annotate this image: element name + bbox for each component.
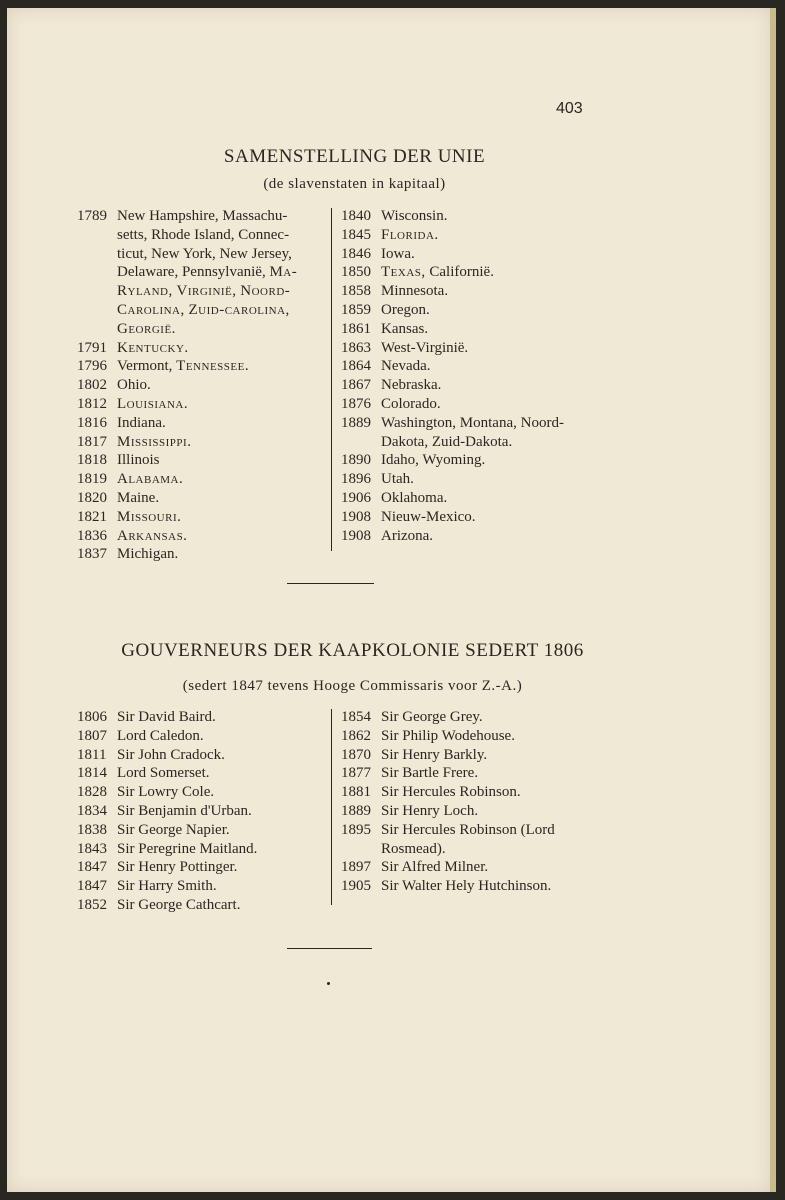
section-separator-rule xyxy=(287,583,374,584)
list-item xyxy=(77,301,327,320)
entry-year: 1789 xyxy=(77,208,107,224)
entry-text: Michigan. xyxy=(117,546,179,563)
entry-year: 1836 xyxy=(77,527,107,544)
list-item xyxy=(77,320,327,339)
list-item xyxy=(77,508,327,527)
entry-text: Indiana. xyxy=(117,414,166,431)
section2-subtitle: (sedert 1847 tevens Hooge Commissaris voor Z.-A.) xyxy=(182,678,523,694)
entry-text: Arkansas. xyxy=(117,527,188,544)
entry-year xyxy=(77,282,117,301)
entry-text: Sir George Grey. xyxy=(381,709,483,725)
list-item xyxy=(77,877,327,896)
list-item xyxy=(341,320,601,339)
entry-year: 1850 xyxy=(341,264,371,281)
list-item xyxy=(77,226,327,245)
list-item xyxy=(341,207,601,226)
entry-text: Iowa. xyxy=(381,245,415,262)
entry-year: 1870 xyxy=(341,746,371,763)
list-item xyxy=(77,245,327,264)
entry-text: Delaware, Pennsylvanië, Ma- xyxy=(117,264,298,281)
entry-year xyxy=(77,226,117,245)
list-item xyxy=(341,339,601,358)
list-item xyxy=(77,470,327,489)
entry-year: 1816 xyxy=(77,414,107,431)
entry-year: 1806 xyxy=(77,709,107,725)
entry-year: 1897 xyxy=(341,859,371,876)
list-item xyxy=(341,727,601,746)
list-item xyxy=(77,339,327,358)
entry-text: Dakota, Zuid-Dakota. xyxy=(381,433,513,450)
entry-text: Sir Henry Loch. xyxy=(381,802,479,819)
list-item xyxy=(341,840,601,859)
entry-text: Sir Hercules Robinson (Lord xyxy=(381,821,555,838)
entry-text: Vermont, Tennessee. xyxy=(117,358,250,375)
entry-text: Florida. xyxy=(381,226,439,243)
list-item xyxy=(341,376,601,395)
list-item xyxy=(77,282,327,301)
entry-year: 1861 xyxy=(341,320,371,337)
entry-text: Idaho, Wyoming. xyxy=(381,452,486,469)
entry-year xyxy=(77,320,117,339)
entry-text: Sir Philip Wodehouse. xyxy=(381,727,515,744)
list-item xyxy=(341,877,601,896)
section1-title: SAMENSTELLING DER UNIE xyxy=(223,146,486,167)
list-item xyxy=(341,357,601,376)
entry-text: Nieuw-Mexico. xyxy=(381,508,476,525)
entry-year xyxy=(77,245,117,264)
list-item xyxy=(77,263,327,282)
entry-year xyxy=(341,433,381,452)
entry-text: Sir Henry Pottinger. xyxy=(117,859,238,876)
list-item xyxy=(77,858,327,877)
entry-year: 1802 xyxy=(77,377,107,394)
list-item xyxy=(341,395,601,414)
list-item xyxy=(341,527,601,546)
entry-text: Sir George Cathcart. xyxy=(117,896,241,913)
list-item xyxy=(341,489,601,508)
list-item xyxy=(77,821,327,840)
entry-year xyxy=(77,301,117,320)
list-item xyxy=(341,226,601,245)
section1-column-divider xyxy=(331,208,332,551)
entry-year: 1819 xyxy=(77,471,107,488)
entry-text: Sir Alfred Milner. xyxy=(381,859,489,876)
list-item xyxy=(341,433,601,452)
entry-year: 1814 xyxy=(77,765,107,782)
entry-year: 1843 xyxy=(77,840,107,857)
entry-text: Carolina, Zuid-carolina, xyxy=(117,301,290,318)
list-item xyxy=(341,821,601,840)
entry-text: West-Virginië. xyxy=(381,339,469,356)
list-item xyxy=(77,840,327,859)
entry-year: 1862 xyxy=(341,727,371,744)
entry-text: Lord Caledon. xyxy=(117,727,204,744)
entry-text: Sir Harry Smith. xyxy=(117,878,217,895)
list-item xyxy=(77,414,327,433)
list-item xyxy=(77,527,327,546)
entry-text: Kansas. xyxy=(381,320,429,337)
list-item xyxy=(341,414,601,433)
entry-year: 1867 xyxy=(341,377,371,394)
list-item xyxy=(77,746,327,765)
entry-text: Sir Peregrine Maitland. xyxy=(117,840,258,857)
entry-year: 1896 xyxy=(341,471,371,488)
list-item xyxy=(77,708,327,727)
entry-year: 1864 xyxy=(341,358,371,375)
list-item xyxy=(77,896,327,915)
entry-text: Oregon. xyxy=(381,301,430,318)
page-number: 403 xyxy=(556,100,583,117)
entry-year: 1847 xyxy=(77,878,107,895)
list-item xyxy=(77,433,327,452)
entry-text: Mississippi. xyxy=(117,433,192,450)
entry-year: 1858 xyxy=(341,283,371,300)
entry-year: 1906 xyxy=(341,489,371,506)
entry-year: 1846 xyxy=(341,245,371,262)
entry-year: 1834 xyxy=(77,802,107,819)
entry-text: Georgië. xyxy=(117,320,176,337)
entry-year: 1818 xyxy=(77,452,107,469)
list-item xyxy=(77,395,327,414)
section2-left-column xyxy=(77,708,327,915)
entry-text: Sir Lowry Cole. xyxy=(117,784,215,801)
entry-text: Utah. xyxy=(381,471,414,488)
entry-year: 1845 xyxy=(341,226,371,243)
list-item xyxy=(341,263,601,282)
entry-year: 1852 xyxy=(77,896,107,913)
list-item xyxy=(77,545,327,564)
entry-text: Texas, Californië. xyxy=(381,264,494,281)
entry-year: 1838 xyxy=(77,821,107,838)
list-item xyxy=(77,727,327,746)
entry-year: 1817 xyxy=(77,433,107,450)
entry-text: ticut, New York, New Jersey, xyxy=(117,245,292,262)
list-item xyxy=(341,470,601,489)
entry-text: Kentucky. xyxy=(117,339,189,356)
entry-text: Maine. xyxy=(117,489,160,506)
entry-text: Sir Henry Barkly. xyxy=(381,746,488,763)
entry-text: setts, Rhode Island, Connec- xyxy=(117,226,290,243)
entry-year xyxy=(77,263,117,282)
entry-text: Lord Somerset. xyxy=(117,765,210,782)
list-item xyxy=(77,357,327,376)
entry-text: Sir Benjamin d'Urban. xyxy=(117,802,252,819)
entry-year: 1889 xyxy=(341,414,371,431)
entry-year: 1890 xyxy=(341,452,371,469)
list-item xyxy=(77,451,327,470)
list-item xyxy=(77,802,327,821)
list-item xyxy=(77,489,327,508)
entry-year: 1889 xyxy=(341,802,371,819)
entry-text: Sir Walter Hely Hutchinson. xyxy=(381,878,552,895)
entry-text: Illinois xyxy=(117,452,160,469)
entry-year: 1876 xyxy=(341,395,371,412)
entry-text: Alabama. xyxy=(117,471,184,488)
entry-text: Louisiana. xyxy=(117,395,189,412)
entry-text: Washington, Montana, Noord- xyxy=(381,414,564,431)
section1-right-column xyxy=(341,207,601,545)
section1-left-column xyxy=(77,207,327,564)
entry-text: Nevada. xyxy=(381,358,431,375)
entry-year: 1840 xyxy=(341,208,371,224)
entry-text: Sir David Baird. xyxy=(117,709,216,725)
ink-dot-mark xyxy=(327,982,330,985)
entry-text: Sir Hercules Robinson. xyxy=(381,784,521,801)
end-separator-rule xyxy=(287,948,372,949)
entry-year: 1821 xyxy=(77,508,107,525)
entry-year: 1828 xyxy=(77,784,107,801)
entry-text: Ohio. xyxy=(117,377,151,394)
list-item xyxy=(341,764,601,783)
entry-text: Missouri. xyxy=(117,508,182,525)
list-item xyxy=(341,451,601,470)
entry-year: 1854 xyxy=(341,709,371,725)
entry-text: Arizona. xyxy=(381,527,434,544)
list-item xyxy=(341,802,601,821)
entry-year: 1811 xyxy=(77,746,107,763)
entry-year: 1895 xyxy=(341,821,371,838)
entry-text: Sir George Napier. xyxy=(117,821,230,838)
entry-text: Sir Bartle Frere. xyxy=(381,765,479,782)
section1-subtitle: (de slavenstaten in kapitaal) xyxy=(263,176,446,192)
entry-year: 1796 xyxy=(77,358,107,375)
entry-text: Oklahoma. xyxy=(381,489,448,506)
entry-year: 1863 xyxy=(341,339,371,356)
list-item xyxy=(341,245,601,264)
entry-text: Rosmead). xyxy=(381,840,446,857)
entry-year: 1859 xyxy=(341,301,371,318)
list-item xyxy=(77,783,327,802)
list-item xyxy=(341,508,601,527)
entry-text: Sir John Cradock. xyxy=(117,746,225,763)
entry-year: 1905 xyxy=(341,878,371,895)
entry-text: Ryland, Virginië, Noord- xyxy=(117,283,291,300)
list-item xyxy=(341,708,601,727)
list-item xyxy=(341,783,601,802)
entry-year: 1820 xyxy=(77,489,107,506)
entry-year: 1807 xyxy=(77,727,107,744)
entry-year xyxy=(341,840,381,859)
list-item xyxy=(77,376,327,395)
entry-text: Minnesota. xyxy=(381,283,449,300)
list-item xyxy=(341,282,601,301)
entry-year: 1877 xyxy=(341,765,371,782)
entry-year: 1908 xyxy=(341,508,371,525)
entry-year: 1847 xyxy=(77,859,107,876)
list-item xyxy=(341,858,601,877)
entry-text: Wisconsin. xyxy=(381,208,448,224)
entry-text: Colorado. xyxy=(381,395,441,412)
entry-year: 1881 xyxy=(341,784,371,801)
list-item xyxy=(77,764,327,783)
section2-column-divider xyxy=(331,709,332,905)
entry-year: 1812 xyxy=(77,395,107,412)
page-edge xyxy=(770,8,776,1192)
section2-title: GOUVERNEURS DER KAAPKOLONIE SEDERT 1806 xyxy=(121,640,584,661)
entry-text: New Hampshire, Massachu- xyxy=(117,208,288,224)
list-item xyxy=(341,746,601,765)
entry-year: 1791 xyxy=(77,339,107,356)
entry-year: 1908 xyxy=(341,527,371,544)
list-item xyxy=(77,207,327,226)
entry-text: Nebraska. xyxy=(381,377,442,394)
entry-year: 1837 xyxy=(77,546,107,563)
list-item xyxy=(341,301,601,320)
section2-right-column xyxy=(341,708,601,896)
